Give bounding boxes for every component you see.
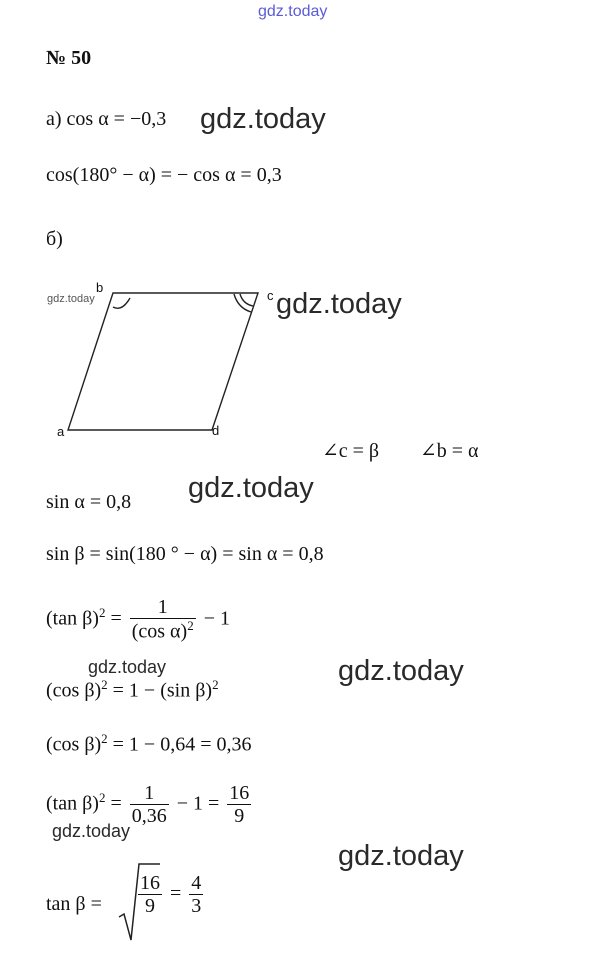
cos-beta-sq-lhs: (cos β) [46, 679, 102, 702]
numerator: 1 [130, 596, 196, 619]
denominator: 0,36 [131, 805, 167, 827]
denominator: 9 [234, 805, 245, 827]
cos-alpha-value: cos α = −0,3 [66, 108, 167, 130]
equals-sign: = [110, 607, 122, 630]
exponent: 2 [187, 618, 194, 633]
watermark-medium: gdz.today [88, 657, 167, 677]
vertex-a-label: a [57, 424, 65, 439]
problem-number: № 50 [46, 47, 92, 69]
tan-beta-rhs [135, 872, 206, 918]
watermark-top: gdz.today [258, 3, 328, 20]
part-a-label: а) [46, 108, 62, 130]
minus-one: − 1 [203, 607, 230, 630]
denominator: 3 [191, 895, 202, 917]
part-b-label: б) [46, 228, 63, 250]
sin-alpha-line: sin α = 0,8 [46, 491, 132, 513]
watermark: gdz.today [188, 472, 314, 504]
cos-alpha-sq: (cos α) [131, 620, 188, 643]
cos-beta-sq-lhs: (cos β) [46, 733, 102, 756]
vertex-c-label: c [267, 288, 274, 303]
denominator: 9 [145, 895, 155, 917]
tan-beta-lhs: tan β = [46, 893, 102, 915]
equals-sign: = [170, 882, 182, 905]
watermark-small: gdz.today [47, 293, 95, 305]
cos-beta-sq-rhs: = 1 − (sin β) [112, 679, 213, 702]
exponent: 2 [101, 731, 108, 746]
numerator: 4 [191, 872, 202, 894]
exponent: 2 [98, 604, 106, 620]
watermark: gdz.today [276, 288, 402, 320]
exponent: 2 [212, 677, 219, 692]
fraction [189, 872, 203, 918]
numerator: 1 [130, 782, 169, 805]
vertex-d-label: d [212, 423, 220, 438]
watermark: gdz.today [338, 655, 464, 687]
watermark: gdz.today [338, 840, 464, 872]
tan-sq-lhs: (tan β) [46, 792, 99, 815]
watermark: gdz.today [200, 103, 326, 135]
sin-beta-line: sin β = sin(180 ° − α) = sin α = 0,8 [46, 543, 324, 565]
minus-one-equals: − 1 = [176, 792, 220, 815]
cos-beta-sq-value: = 1 − 0,64 = 0,36 [112, 733, 252, 756]
angle-b-equals-alpha: ∠b = α [420, 440, 479, 462]
watermark-medium: gdz.today [52, 821, 131, 841]
angle-c-equals-beta: ∠c = β [322, 440, 380, 462]
tan-sq-lhs: (tan β) [46, 607, 99, 630]
vertex-b-label: b [96, 280, 104, 295]
equals-sign: = [110, 792, 122, 815]
fraction [138, 872, 162, 918]
exponent: 2 [98, 789, 106, 805]
exponent: 2 [101, 677, 108, 692]
numerator: 16 [229, 782, 250, 804]
cos-180-minus-alpha: cos(180° − α) = − cos α = 0,3 [46, 164, 282, 186]
numerator: 16 [140, 872, 160, 894]
